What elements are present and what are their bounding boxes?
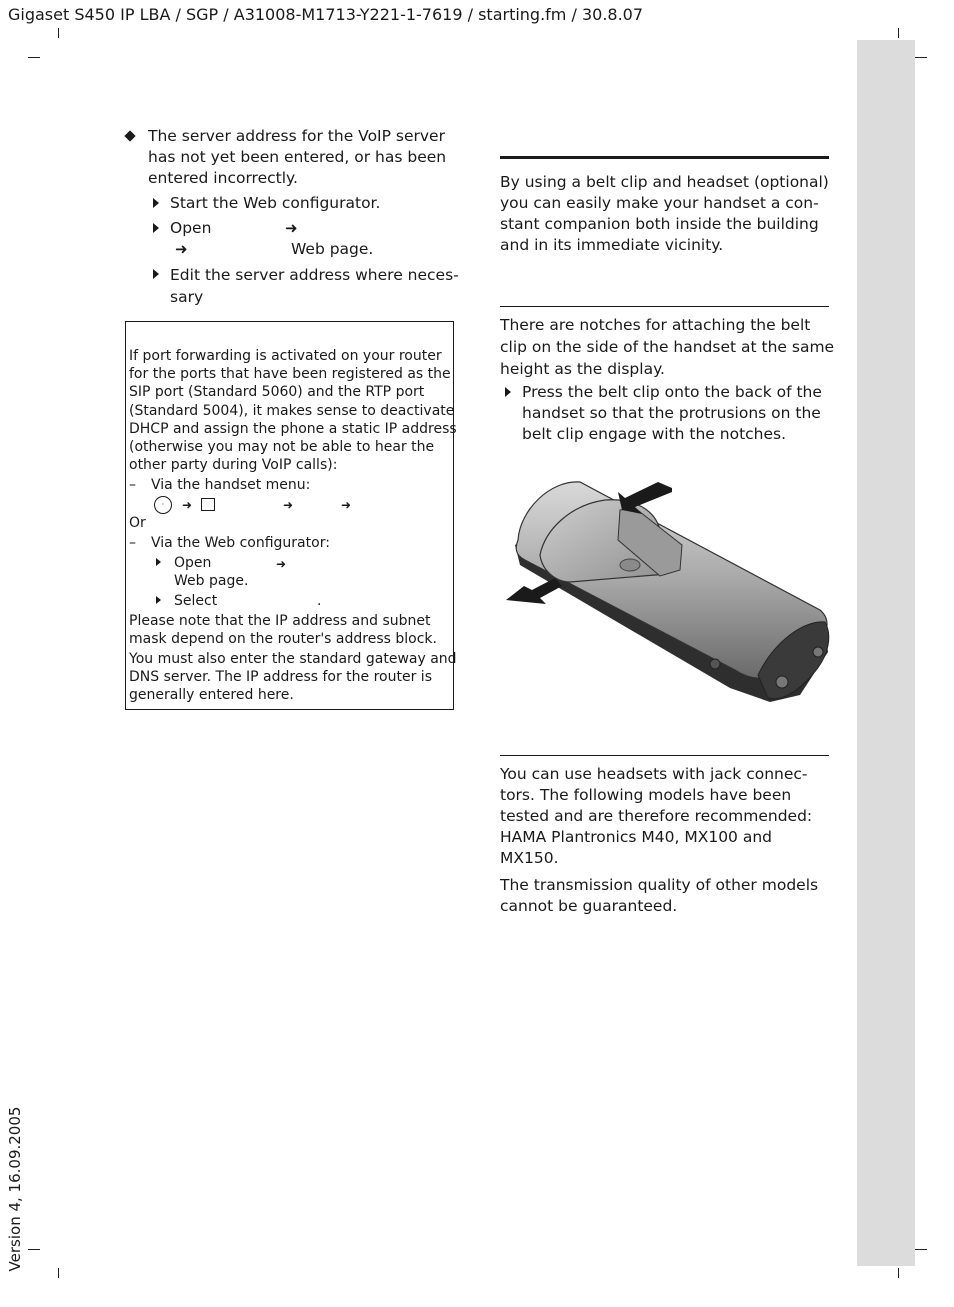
step-triangle-icon [505, 387, 511, 397]
step-start-web-configurator: Start the Web configurator. [170, 194, 381, 212]
chapter-tab-bar [857, 40, 915, 1266]
arrow-right-icon: ➜ [341, 498, 352, 512]
arrow-right-icon: ➜ [182, 498, 193, 512]
crop-mark [915, 57, 927, 58]
crop-mark [28, 57, 40, 58]
crop-mark [28, 1249, 40, 1250]
belt-clip-step: Press the belt clip onto the back of the handset so that the protrusions on the belt clip engage with the notches. [522, 383, 822, 443]
crop-mark [915, 1249, 927, 1250]
arrow-right-icon: ➜ [285, 219, 298, 237]
version-label: Version 4, 16.09.2005 [6, 1106, 24, 1272]
note-open-label: Open [174, 555, 212, 571]
crop-mark [58, 1268, 59, 1278]
step-open-label: Open [170, 219, 212, 237]
crop-mark [898, 28, 899, 38]
note-via-web-configurator: Via the Web configurator: [151, 535, 330, 551]
step-triangle-icon [156, 558, 161, 566]
step-triangle-icon [153, 198, 159, 208]
step-triangle-icon [153, 223, 159, 233]
arrow-right-icon: ➜ [175, 240, 188, 258]
section-rule-thin [500, 306, 829, 307]
headset-text: You can use headsets with jack connec- tors. The following models have been tested and are therefore recommended: HAMA Plantronics M40, MX100 and MX150. [500, 765, 813, 867]
dash-glyph: – [129, 477, 136, 493]
running-head: Gigaset S450 IP LBA / SGP / A31008-M1713-Y221-1-7619 / starting.fm / 30.8.07 [8, 5, 644, 24]
step-triangle-icon [153, 269, 159, 279]
crop-mark [58, 28, 59, 38]
note-via-handset-menu: Via the handset menu: [151, 477, 311, 493]
step-edit-server-address: Edit the server address where neces- sary [170, 266, 459, 306]
note-ip-subnet: Please note that the IP address and subnet mask depend on the router's address block. [129, 613, 437, 648]
dash-glyph: – [129, 535, 136, 551]
note-select-label: Select [174, 593, 218, 609]
note-web-page-label: Web page. [174, 573, 249, 589]
section-rule-thin [500, 755, 829, 756]
arrow-right-icon: ➜ [283, 498, 294, 512]
bullet-diamond-icon [124, 130, 135, 141]
note-paragraph: If port forwarding is activated on your router for the ports that have been registered as the SIP port (Standard 5060) and the RTP port (Standard 5004), it makes sense to deactivate DHCP and assign the phone a static IP address (otherwise you may not be able to hear the other party during VoIP calls): [129, 348, 457, 474]
crop-mark [898, 1268, 899, 1278]
note-gateway-dns: You must also enter the standard gateway and DNS server. The IP address for the router is generally entered here. [129, 651, 457, 704]
note-or: Or [129, 515, 146, 531]
navigation-key-icon: ◦ [154, 496, 172, 514]
belt-clip-notches-text: There are notches for attaching the belt clip on the side of the handset at the same height as the display. [500, 316, 835, 378]
bullet-text: The server address for the VoIP server has not yet been entered, or has been entered incorrectly. [148, 127, 447, 187]
step-web-page-label: Web page. [291, 240, 374, 258]
arrow-right-icon: ➜ [276, 557, 287, 571]
step-triangle-icon [156, 596, 161, 604]
section-rule-thick [500, 156, 829, 159]
transmission-quality-text: The transmission quality of other models cannot be guaranteed. [500, 876, 819, 915]
note-select-period: . [317, 593, 322, 609]
belt-clip-intro: By using a belt clip and headset (optional) you can easily make your handset a con- stant companion both inside the building and in its immediate vicinity. [500, 173, 829, 254]
settings-menu-icon [201, 498, 215, 511]
handset-belt-clip-illustration [500, 470, 835, 710]
